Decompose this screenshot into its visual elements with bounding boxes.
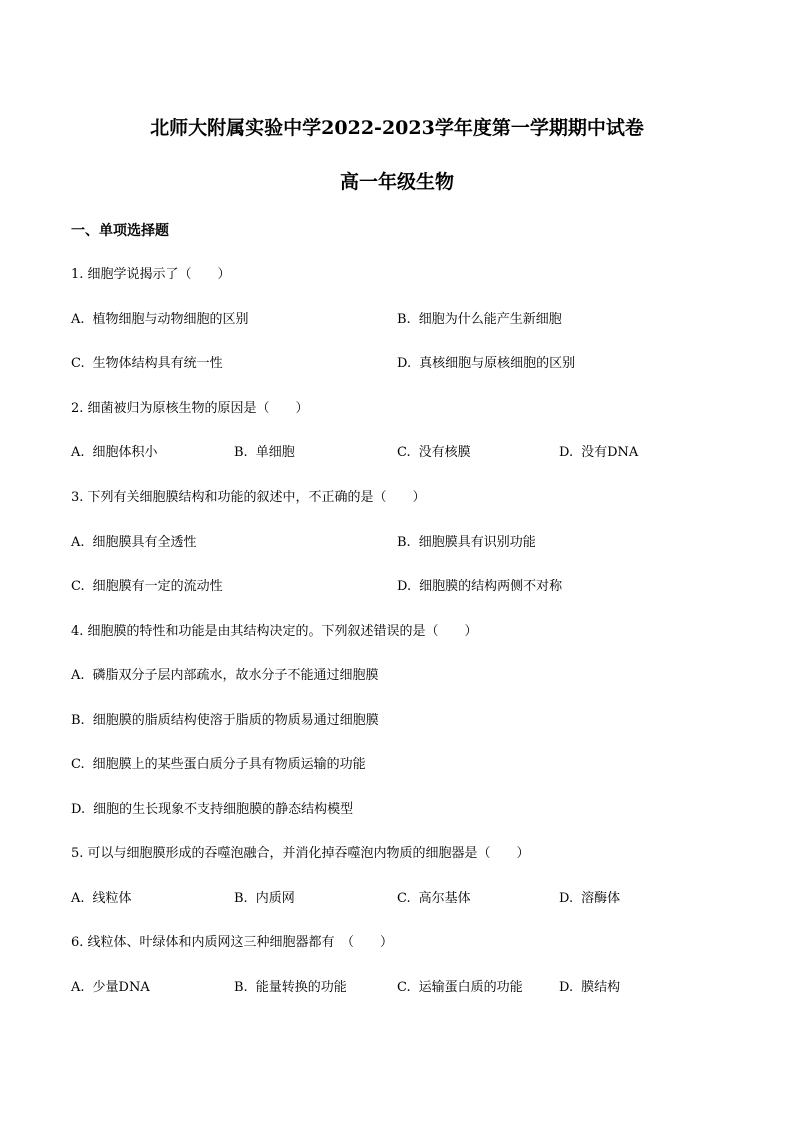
question-3-option-d: D. 细胞膜的结构两侧不对称 [397, 579, 563, 594]
question-5-option-d: D. 溶酶体 [559, 891, 621, 906]
question-2-stem: 2. 细菌被归为原核生物的原因是（ ） [71, 401, 309, 416]
question-6-option-a: A. 少量DNA [71, 980, 150, 995]
question-4-stem: 4. 细胞膜的特性和功能是由其结构决定的。下列叙述错误的是（ ） [71, 624, 478, 639]
question-6-option-c: C. 运输蛋白质的功能 [397, 980, 523, 995]
question-2-option-b: B. 单细胞 [234, 445, 295, 460]
question-3-option-a: A. 细胞膜具有全透性 [71, 535, 197, 550]
question-1-option-a: A. 植物细胞与动物细胞的区别 [71, 312, 249, 327]
question-5-option-a: A. 线粒体 [71, 891, 132, 906]
question-5-option-c: C. 高尔基体 [397, 891, 471, 906]
section-heading: 一、单项选择题 [71, 223, 169, 239]
question-4-option-c: C. 细胞膜上的某些蛋白质分子具有物质运输的功能 [71, 757, 366, 772]
question-6-option-b: B. 能量转换的功能 [234, 980, 347, 995]
question-3-stem: 3. 下列有关细胞膜结构和功能的叙述中，不正确的是（ ） [71, 490, 426, 505]
question-2-option-d: D. 没有DNA [559, 445, 639, 460]
question-2-option-c: C. 没有核膜 [397, 445, 471, 460]
question-4-option-b: B. 细胞膜的脂质结构使溶于脂质的物质易通过细胞膜 [71, 713, 379, 728]
exam-subtitle: 高一年级生物 [339, 171, 454, 193]
question-1-stem: 1. 细胞学说揭示了（ ） [71, 267, 231, 282]
question-3-option-c: C. 细胞膜有一定的流动性 [71, 579, 223, 594]
question-1-option-c: C. 生物体结构具有统一性 [71, 356, 223, 371]
question-6-stem: 6. 线粒体、叶绿体和内质网这三种细胞器都有 （ ） [71, 935, 394, 950]
question-6-option-d: D. 膜结构 [559, 980, 621, 995]
question-5-option-b: B. 内质网 [234, 891, 295, 906]
question-1-option-b: B. 细胞为什么能产生新细胞 [397, 312, 562, 327]
question-4-option-d: D. 细胞的生长现象不支持细胞膜的静态结构模型 [71, 802, 354, 817]
exam-title: 北师大附属实验中学2022-2023学年度第一学期期中试卷 [150, 117, 644, 139]
question-5-stem: 5. 可以与细胞膜形成的吞噬泡融合，并消化掉吞噬泡内物质的细胞器是（ ） [71, 846, 530, 861]
question-1-option-d: D. 真核细胞与原核细胞的区别 [397, 356, 576, 371]
question-3-option-b: B. 细胞膜具有识别功能 [397, 535, 536, 550]
question-2-option-a: A. 细胞体积小 [71, 445, 158, 460]
question-4-option-a: A. 磷脂双分子层内部疏水，故水分子不能通过细胞膜 [71, 668, 379, 683]
